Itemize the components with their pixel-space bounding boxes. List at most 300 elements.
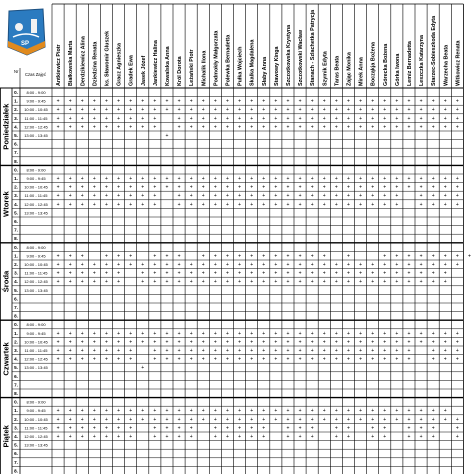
lesson-mark: + <box>250 98 254 105</box>
lesson-mark: + <box>213 253 217 260</box>
lesson-mark: + <box>334 356 338 363</box>
lesson-mark: + <box>286 253 290 260</box>
lesson-mark: + <box>225 425 229 432</box>
lesson-mark: + <box>371 330 375 337</box>
lesson-mark: + <box>407 356 411 363</box>
lesson-mark: + <box>395 193 399 200</box>
lesson-mark: + <box>262 253 266 260</box>
lesson-mark: + <box>238 339 242 346</box>
lesson-number: 1. <box>14 253 18 259</box>
lesson-mark: + <box>431 262 435 268</box>
lesson-mark: + <box>165 107 169 114</box>
lesson-mark: + <box>153 115 157 122</box>
lesson-mark: + <box>250 124 254 131</box>
lesson-mark: + <box>104 279 108 286</box>
lesson-mark: + <box>310 339 314 346</box>
lesson-mark: + <box>238 434 242 440</box>
lesson-mark: + <box>298 193 302 200</box>
lesson-mark: + <box>189 416 193 423</box>
lesson-mark: + <box>298 124 302 131</box>
lesson-mark: + <box>310 107 314 114</box>
lesson-mark: + <box>56 124 60 131</box>
lesson-mark: + <box>225 416 229 423</box>
lesson-number: 7. <box>14 305 18 310</box>
lesson-time: 13:00 - 13:45 <box>24 442 48 448</box>
lesson-mark: + <box>443 262 447 268</box>
lesson-mark: + <box>286 339 290 346</box>
lesson-number: 7. <box>14 227 18 233</box>
lesson-mark: + <box>201 193 205 200</box>
lesson-mark: + <box>334 184 338 191</box>
lesson-mark: + <box>213 176 217 182</box>
lesson-number: 5. <box>14 287 18 293</box>
lesson-mark: + <box>238 348 242 354</box>
lesson-mark: + <box>177 348 181 354</box>
lesson-mark: + <box>371 201 375 208</box>
lesson-mark: + <box>250 193 254 200</box>
lesson-mark: + <box>274 330 278 337</box>
lesson-mark: + <box>165 425 169 432</box>
lesson-mark: + <box>455 356 459 363</box>
lesson-number: 8. <box>14 158 18 164</box>
lesson-mark: + <box>117 124 121 131</box>
lesson-mark: + <box>286 115 290 122</box>
teacher-name: Jasek Józef <box>140 55 147 86</box>
lesson-time: 8:00 - 9:00 <box>26 90 46 95</box>
lesson-number: 2. <box>14 184 18 190</box>
lesson-mark: + <box>177 425 181 432</box>
lesson-mark: + <box>117 98 121 105</box>
lesson-mark: + <box>334 193 338 200</box>
lesson-mark: + <box>274 201 278 208</box>
lesson-mark: + <box>104 184 108 191</box>
lesson-number: 3. <box>14 425 18 431</box>
lesson-mark: + <box>359 193 363 200</box>
lesson-mark: + <box>104 408 108 415</box>
lesson-number: 1. <box>14 408 18 414</box>
lesson-mark: + <box>129 201 133 208</box>
lesson-mark: + <box>68 416 72 423</box>
lesson-mark: + <box>80 115 84 122</box>
lesson-mark: + <box>104 434 108 440</box>
lesson-mark: + <box>238 425 242 432</box>
lesson-mark: + <box>359 339 363 346</box>
lesson-mark: + <box>177 176 181 182</box>
lesson-mark: + <box>298 416 302 423</box>
lesson-mark: + <box>443 201 447 208</box>
lesson-mark: + <box>104 98 108 105</box>
lesson-mark: + <box>322 184 326 191</box>
lesson-mark: + <box>262 425 266 432</box>
lesson-time: 10:00 - 10:45 <box>24 184 48 190</box>
lesson-mark: + <box>129 98 133 105</box>
lesson-mark: + <box>177 262 181 268</box>
teacher-name: Skalka Magdalena <box>249 39 256 86</box>
lesson-mark: + <box>153 279 157 286</box>
lesson-mark: + <box>117 356 121 363</box>
lesson-mark: + <box>238 253 242 260</box>
lesson-mark: + <box>165 339 169 346</box>
lesson-mark: + <box>213 425 217 432</box>
lesson-mark: + <box>56 115 60 122</box>
lesson-mark: + <box>141 184 145 191</box>
lesson-mark: + <box>262 201 266 208</box>
lesson-time: 12:00 - 12:45 <box>24 201 48 207</box>
lesson-mark: + <box>310 408 314 415</box>
lesson-mark: + <box>104 201 108 208</box>
lesson-mark: + <box>286 201 290 208</box>
lesson-mark: + <box>298 348 302 354</box>
lesson-number: 8. <box>14 313 18 319</box>
lesson-mark: + <box>250 408 254 415</box>
lesson-mark: + <box>359 176 363 182</box>
lesson-mark: + <box>419 408 423 415</box>
day-name: Poniedziałek <box>1 103 11 150</box>
lesson-mark: + <box>286 270 290 277</box>
lesson-mark: + <box>383 270 387 277</box>
lesson-mark: + <box>117 201 121 208</box>
lesson-mark: + <box>443 253 447 260</box>
lesson-number: 7. <box>14 459 18 465</box>
lesson-mark: + <box>286 356 290 363</box>
teacher-name: Michalik Ilona <box>201 50 208 86</box>
lesson-mark: + <box>371 124 375 131</box>
lesson-number: 2. <box>14 262 18 267</box>
lesson-mark: + <box>225 262 229 268</box>
lesson-mark: + <box>407 124 411 131</box>
lesson-mark: + <box>322 253 326 260</box>
day-name: Środa <box>1 270 11 293</box>
lesson-mark: + <box>322 262 326 268</box>
lesson-mark: + <box>213 262 217 268</box>
lesson-mark: + <box>310 124 314 131</box>
lesson-mark: + <box>274 348 278 354</box>
lesson-mark: + <box>286 279 290 286</box>
lesson-mark: + <box>419 253 423 260</box>
lesson-mark: + <box>443 124 447 131</box>
lesson-mark: + <box>443 115 447 122</box>
lesson-mark: + <box>68 98 72 105</box>
lesson-mark: + <box>129 339 133 346</box>
lesson-mark: + <box>213 115 217 122</box>
lesson-mark: + <box>141 416 145 423</box>
lesson-mark: + <box>298 253 302 260</box>
lesson-mark: + <box>225 193 229 200</box>
lesson-mark: + <box>346 416 350 423</box>
lesson-mark: + <box>431 107 435 114</box>
lesson-mark: + <box>68 279 72 286</box>
lesson-mark: + <box>310 262 314 268</box>
lesson-mark: + <box>395 348 399 354</box>
lesson-number: 3. <box>14 193 18 199</box>
lesson-mark: + <box>92 408 96 415</box>
lesson-number: 2. <box>14 416 18 422</box>
lesson-mark: + <box>455 339 459 346</box>
lesson-mark: + <box>359 270 363 277</box>
lesson-mark: + <box>117 176 121 182</box>
lesson-mark: + <box>419 434 423 440</box>
lesson-mark: + <box>298 339 302 346</box>
lesson-mark: + <box>262 356 266 363</box>
lesson-mark: + <box>346 330 350 337</box>
lesson-mark: + <box>80 330 84 337</box>
lesson-mark: + <box>153 330 157 337</box>
lesson-mark: + <box>189 124 193 131</box>
lesson-mark: + <box>371 193 375 200</box>
lesson-mark: + <box>346 356 350 363</box>
lesson-mark: + <box>419 330 423 337</box>
lesson-mark: + <box>177 124 181 131</box>
lesson-mark: + <box>322 115 326 122</box>
lesson-mark: + <box>298 184 302 191</box>
lesson-mark: + <box>92 348 96 354</box>
lesson-mark: + <box>68 124 72 131</box>
lesson-mark: + <box>213 107 217 114</box>
lesson-mark: + <box>298 356 302 363</box>
lesson-time: 9:00 - 9:45 <box>26 98 46 104</box>
lesson-mark: + <box>383 339 387 346</box>
lesson-mark: + <box>225 98 229 105</box>
lesson-mark: + <box>56 193 60 200</box>
lesson-mark: + <box>201 348 205 354</box>
lesson-mark: + <box>431 201 435 208</box>
day-name: Piątek <box>1 425 11 448</box>
lesson-mark: + <box>56 184 60 191</box>
lesson-mark: + <box>431 408 435 415</box>
lesson-mark: + <box>225 356 229 363</box>
lesson-number: 5. <box>14 442 18 448</box>
lesson-number: 4. <box>14 124 18 130</box>
lesson-mark: + <box>310 425 314 432</box>
lesson-mark: + <box>141 279 145 286</box>
lesson-mark: + <box>104 356 108 363</box>
lesson-mark: + <box>80 253 84 260</box>
lesson-mark: + <box>395 416 399 423</box>
lesson-mark: + <box>201 98 205 105</box>
lesson-mark: + <box>359 107 363 114</box>
lesson-mark: + <box>298 425 302 432</box>
lesson-mark: + <box>298 279 302 286</box>
teacher-name: Starzec-Sobieszkoda Edyta <box>431 15 438 86</box>
lesson-mark: + <box>346 201 350 208</box>
lesson-mark: + <box>117 339 121 346</box>
lesson-mark: + <box>286 408 290 415</box>
lesson-mark: + <box>153 124 157 131</box>
lesson-mark: + <box>431 330 435 337</box>
lesson-mark: + <box>141 270 145 277</box>
lesson-mark: + <box>201 356 205 363</box>
lesson-mark: + <box>238 124 242 131</box>
lesson-mark: + <box>443 348 447 354</box>
lesson-mark: + <box>455 115 459 122</box>
lesson-mark: + <box>250 348 254 354</box>
lesson-mark: + <box>371 348 375 354</box>
lesson-time: 8:00 - 9:00 <box>26 399 46 405</box>
lesson-mark: + <box>346 193 350 200</box>
lesson-mark: + <box>383 107 387 114</box>
lesson-time: 13:00 - 13:45 <box>24 210 48 216</box>
lesson-mark: + <box>153 193 157 200</box>
lesson-mark: + <box>92 339 96 346</box>
teacher-name: Król Dorota <box>177 56 184 86</box>
lesson-number: 4. <box>14 434 18 439</box>
lesson-mark: + <box>250 253 254 260</box>
lesson-mark: + <box>177 115 181 122</box>
lesson-mark: + <box>177 193 181 200</box>
lesson-mark: + <box>419 279 423 286</box>
lesson-mark: + <box>177 416 181 423</box>
lesson-mark: + <box>80 416 84 423</box>
lesson-mark: + <box>274 124 278 131</box>
lesson-number: 2. <box>14 339 18 345</box>
lesson-mark: + <box>334 425 338 432</box>
lesson-mark: + <box>68 176 72 182</box>
nr-column-header: Nr <box>14 69 19 74</box>
lesson-mark: + <box>419 270 423 277</box>
lesson-mark: + <box>56 98 60 105</box>
lesson-time: 11:00 - 11:45 <box>24 348 48 353</box>
lesson-mark: + <box>274 253 278 260</box>
lesson-mark: + <box>395 270 399 277</box>
lesson-mark: + <box>407 330 411 337</box>
lesson-mark: + <box>225 348 229 354</box>
lesson-mark: + <box>346 176 350 182</box>
lesson-mark: + <box>286 184 290 191</box>
lesson-mark: + <box>395 356 399 363</box>
lesson-mark: + <box>80 201 84 208</box>
lesson-number: 4. <box>14 201 18 207</box>
lesson-mark: + <box>371 425 375 432</box>
lesson-time: 9:00 - 9:45 <box>26 253 46 259</box>
lesson-mark: + <box>419 339 423 346</box>
teacher-name: Dziedzina Renata <box>92 41 99 86</box>
lesson-mark: + <box>177 434 181 440</box>
lesson-mark: + <box>129 434 133 440</box>
lesson-mark: + <box>286 262 290 268</box>
lesson-mark: + <box>250 434 254 440</box>
lesson-time: 10:00 - 10:45 <box>24 339 48 345</box>
lesson-mark: + <box>68 115 72 122</box>
lesson-mark: + <box>322 201 326 208</box>
lesson-mark: + <box>92 201 96 208</box>
lesson-mark: + <box>225 330 229 337</box>
lesson-mark: + <box>92 184 96 191</box>
lesson-mark: + <box>177 107 181 114</box>
lesson-mark: + <box>189 270 193 277</box>
lesson-mark: + <box>165 356 169 363</box>
lesson-mark: + <box>407 339 411 346</box>
lesson-mark: + <box>56 176 60 182</box>
lesson-mark: + <box>310 201 314 208</box>
lesson-mark: + <box>165 253 169 260</box>
lesson-mark: + <box>68 107 72 114</box>
lesson-mark: + <box>189 339 193 346</box>
lesson-mark: + <box>225 253 229 260</box>
lesson-mark: + <box>346 107 350 114</box>
lesson-mark: + <box>383 434 387 440</box>
lesson-mark: + <box>262 107 266 114</box>
lesson-mark: + <box>117 434 121 440</box>
lesson-mark: + <box>395 98 399 105</box>
lesson-mark: + <box>201 330 205 337</box>
lesson-mark: + <box>322 339 326 346</box>
lesson-time: 11:00 - 11:45 <box>24 193 48 199</box>
lesson-number: 0. <box>14 244 18 250</box>
lesson-mark: + <box>189 193 193 200</box>
lesson-number: 8. <box>14 468 18 474</box>
lesson-mark: + <box>225 270 229 277</box>
lesson-mark: + <box>201 124 205 131</box>
lesson-number: 3. <box>14 270 18 276</box>
lesson-mark: + <box>80 356 84 363</box>
lesson-mark: + <box>419 176 423 182</box>
lesson-mark: + <box>80 262 84 268</box>
lesson-mark: + <box>201 339 205 346</box>
lesson-mark: + <box>407 176 411 182</box>
lesson-mark: + <box>165 416 169 423</box>
lesson-mark: + <box>395 408 399 415</box>
lesson-mark: + <box>129 193 133 200</box>
lesson-mark: + <box>238 184 242 191</box>
lesson-number: 3. <box>14 115 18 121</box>
lesson-mark: + <box>165 98 169 105</box>
lesson-mark: + <box>68 356 72 363</box>
lesson-mark: + <box>274 356 278 363</box>
lesson-mark: + <box>455 330 459 337</box>
lesson-mark: + <box>189 408 193 415</box>
lesson-mark: + <box>359 115 363 122</box>
lesson-mark: + <box>322 107 326 114</box>
lesson-mark: + <box>201 201 205 208</box>
lesson-mark: + <box>153 262 157 268</box>
lesson-mark: + <box>286 107 290 114</box>
lesson-mark: + <box>165 348 169 354</box>
lesson-mark: + <box>104 253 108 260</box>
teacher-name: Gracz Agnieszka <box>116 43 123 86</box>
lesson-mark: + <box>153 356 157 363</box>
lesson-mark: + <box>177 201 181 208</box>
lesson-mark: + <box>56 339 60 346</box>
lesson-mark: + <box>141 98 145 105</box>
lesson-mark: + <box>165 176 169 182</box>
lesson-mark: + <box>177 330 181 337</box>
lesson-mark: + <box>298 176 302 182</box>
lesson-mark: + <box>213 201 217 208</box>
lesson-mark: + <box>322 279 326 286</box>
lesson-mark: + <box>238 107 242 114</box>
lesson-number: 3. <box>14 348 18 353</box>
lesson-mark: + <box>407 270 411 277</box>
lesson-mark: + <box>407 279 411 286</box>
lesson-mark: + <box>455 416 459 423</box>
time-column-header: Czas Zajęć <box>25 72 46 77</box>
teacher-name: Bocząkja Bożena <box>370 41 377 86</box>
lesson-mark: + <box>395 201 399 208</box>
lesson-mark: + <box>383 408 387 415</box>
lesson-mark: + <box>201 416 205 423</box>
teacher-name: Szczotkowska Krystyna <box>285 24 292 86</box>
lesson-mark: + <box>104 416 108 423</box>
lesson-mark: + <box>334 348 338 354</box>
lesson-mark: + <box>443 416 447 423</box>
lesson-mark: + <box>104 262 108 268</box>
lesson-mark: + <box>56 425 60 432</box>
lesson-mark: + <box>274 176 278 182</box>
lesson-mark: + <box>129 262 133 268</box>
lesson-mark: + <box>80 339 84 346</box>
lesson-mark: + <box>238 201 242 208</box>
teacher-name: Stanach - Szlachetka Patrycja <box>310 9 317 86</box>
